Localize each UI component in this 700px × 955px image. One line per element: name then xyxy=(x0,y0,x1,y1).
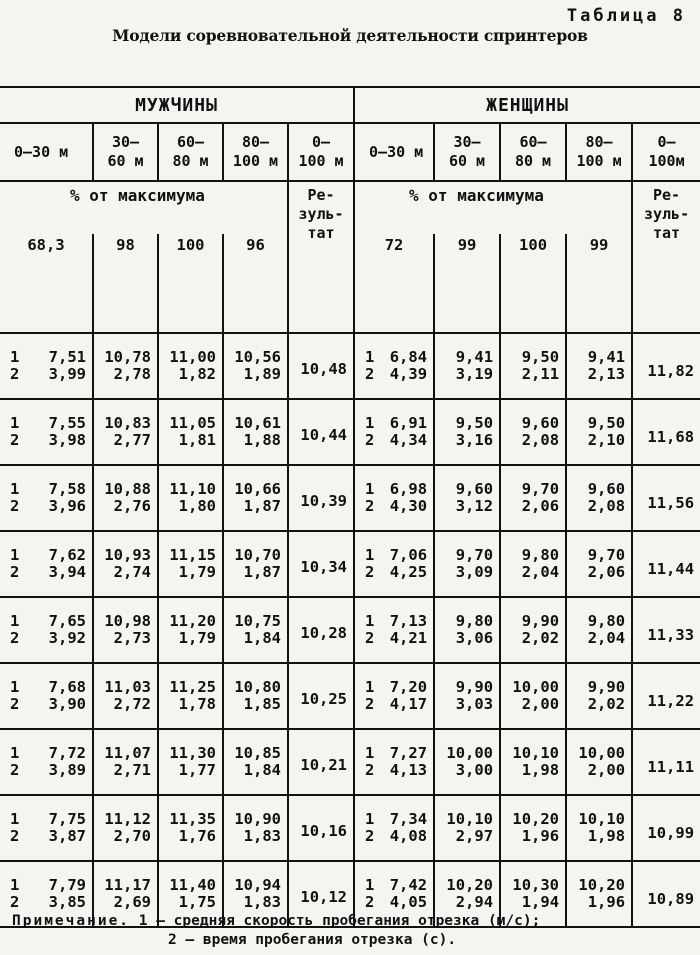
women-cell: 1 6,84 2 4,39 xyxy=(354,333,434,399)
table-row xyxy=(0,597,700,663)
women-cell: 9,50 3,16 xyxy=(434,399,500,465)
women-cell: 9,70 3,09 xyxy=(434,531,500,597)
women-cell: 10,20 1,96 xyxy=(566,861,632,927)
men-cell: 10,83 2,77 xyxy=(93,399,158,465)
table-row xyxy=(0,531,700,597)
table-row xyxy=(0,399,700,465)
men-cell: 11,30 1,77 xyxy=(158,729,223,795)
table-row xyxy=(0,795,700,861)
spacer-cell xyxy=(500,294,566,333)
women-cell: 1 7,34 2 4,08 xyxy=(354,795,434,861)
men-pct-3: 96 xyxy=(223,234,288,294)
women-result: 11,68 xyxy=(632,399,700,465)
men-result: 10,21 xyxy=(288,729,354,795)
women-result: 11,56 xyxy=(632,465,700,531)
men-segment-4: 0— 100 м xyxy=(288,123,354,181)
table-row xyxy=(0,663,700,729)
women-cell: 1 7,42 2 4,05 xyxy=(354,861,434,927)
women-pct-label: % от максимума xyxy=(354,181,632,234)
men-cell: 10,80 1,85 xyxy=(223,663,288,729)
table-row xyxy=(0,729,700,795)
men-segment-3: 80— 100 м xyxy=(223,123,288,181)
men-result: 10,28 xyxy=(288,597,354,663)
women-cell: 10,10 2,97 xyxy=(434,795,500,861)
women-result: 10,99 xyxy=(632,795,700,861)
table-number: Таблица 8 xyxy=(566,6,686,26)
men-cell: 11,07 2,71 xyxy=(93,729,158,795)
note-line1: 1 — средняя скорость пробегания отрезка (м/с); xyxy=(138,913,541,929)
women-cell: 10,00 3,00 xyxy=(434,729,500,795)
women-cell: 1 7,27 2 4,13 xyxy=(354,729,434,795)
men-pct-label: % от максимума xyxy=(70,186,205,205)
women-cell: 9,60 2,08 xyxy=(500,399,566,465)
table-title: Модели соревновательной деятельности спринтеров xyxy=(112,26,588,45)
women-pct-2: 100 xyxy=(500,234,566,294)
women-cell: 10,20 2,94 xyxy=(434,861,500,927)
women-pct-0: 72 xyxy=(354,234,434,294)
women-result: 10,89 xyxy=(632,861,700,927)
men-cell: 1 7,79 2 3,85 xyxy=(10,876,86,911)
spacer-cell xyxy=(223,294,288,333)
men-cell: 11,17 2,69 xyxy=(93,861,158,927)
women-cell: 1 7,20 2 4,17 xyxy=(354,663,434,729)
men-cell: 1 7,65 2 3,92 xyxy=(10,612,86,647)
men-result-header: Ре- зуль- тат xyxy=(288,181,354,333)
women-result: 11,44 xyxy=(632,531,700,597)
men-cell: 11,00 1,82 xyxy=(158,333,223,399)
women-cell: 9,80 2,04 xyxy=(566,597,632,663)
women-segment-4: 0— 100м xyxy=(632,123,700,181)
table-row xyxy=(0,465,700,531)
men-cell: 1 7,75 2 3,87 xyxy=(10,810,86,845)
men-cell: 11,15 1,79 xyxy=(158,531,223,597)
women-result: 11,33 xyxy=(632,597,700,663)
women-segment-3: 80— 100 м xyxy=(566,123,632,181)
women-cell: 9,90 2,02 xyxy=(500,597,566,663)
men-pct-0: 68,3 xyxy=(27,236,65,254)
women-segment-0: 0—30 м xyxy=(354,123,434,181)
women-cell: 9,90 3,03 xyxy=(434,663,500,729)
note-line2: 2 — время пробегания отрезка (с). xyxy=(168,932,457,948)
women-cell: 9,41 3,19 xyxy=(434,333,500,399)
men-cell: 10,61 1,88 xyxy=(223,399,288,465)
men-result: 10,12 xyxy=(288,861,354,927)
men-cell: 10,70 1,87 xyxy=(223,531,288,597)
men-cell: 1 7,55 2 3,98 xyxy=(10,414,86,449)
women-result: 11,82 xyxy=(632,333,700,399)
women-cell: 9,90 2,02 xyxy=(566,663,632,729)
women-result-header: Ре- зуль- тат xyxy=(632,181,700,333)
women-cell: 9,50 2,10 xyxy=(566,399,632,465)
sprinter-models-table xyxy=(0,86,700,928)
men-result: 10,16 xyxy=(288,795,354,861)
men-result: 10,44 xyxy=(288,399,354,465)
women-cell: 1 6,91 2 4,34 xyxy=(354,399,434,465)
women-pct-3: 99 xyxy=(566,234,632,294)
women-cell: 9,60 2,08 xyxy=(566,465,632,531)
men-segment-2: 60— 80 м xyxy=(158,123,223,181)
men-cell: 1 7,51 2 3,99 xyxy=(10,348,86,383)
men-header: МУЖЧИНЫ xyxy=(0,87,354,123)
men-cell: 11,12 2,70 xyxy=(93,795,158,861)
women-cell: 9,80 3,06 xyxy=(434,597,500,663)
women-cell: 10,30 1,94 xyxy=(500,861,566,927)
women-segment-2: 60— 80 м xyxy=(500,123,566,181)
men-cell: 10,66 1,87 xyxy=(223,465,288,531)
women-cell: 1 7,13 2 4,21 xyxy=(354,597,434,663)
women-cell: 10,00 2,00 xyxy=(566,729,632,795)
women-cell: 9,70 2,06 xyxy=(500,465,566,531)
women-cell: 9,70 2,06 xyxy=(566,531,632,597)
women-cell: 10,20 1,96 xyxy=(500,795,566,861)
note-label: Примечание. xyxy=(12,913,131,929)
men-cell: 11,35 1,76 xyxy=(158,795,223,861)
men-cell: 10,90 1,83 xyxy=(223,795,288,861)
men-cell: 11,05 1,81 xyxy=(158,399,223,465)
men-cell: 10,93 2,74 xyxy=(93,531,158,597)
table-row xyxy=(0,333,700,399)
men-pct-2: 100 xyxy=(158,234,223,294)
women-cell: 9,50 2,11 xyxy=(500,333,566,399)
men-pct-1: 98 xyxy=(93,234,158,294)
spacer-cell xyxy=(434,294,500,333)
spacer-cell xyxy=(354,294,434,333)
men-cell: 11,40 1,75 xyxy=(158,861,223,927)
men-result: 10,34 xyxy=(288,531,354,597)
men-cell: 10,98 2,73 xyxy=(93,597,158,663)
men-cell: 11,10 1,80 xyxy=(158,465,223,531)
men-segment-0: 0—30 м xyxy=(14,142,69,161)
men-cell: 1 7,58 2 3,96 xyxy=(10,480,86,515)
spacer-cell xyxy=(93,294,158,333)
men-cell: 10,94 1,83 xyxy=(223,861,288,927)
men-segment-1: 30— 60 м xyxy=(93,123,158,181)
men-cell: 10,85 1,84 xyxy=(223,729,288,795)
spacer-cell xyxy=(566,294,632,333)
women-result: 11,22 xyxy=(632,663,700,729)
women-pct-1: 99 xyxy=(434,234,500,294)
women-cell: 10,10 1,98 xyxy=(566,795,632,861)
men-cell: 1 7,62 2 3,94 xyxy=(10,546,86,581)
women-cell: 1 6,98 2 4,30 xyxy=(354,465,434,531)
men-cell: 10,56 1,89 xyxy=(223,333,288,399)
women-segment-1: 30— 60 м xyxy=(434,123,500,181)
women-result: 11,11 xyxy=(632,729,700,795)
men-cell: 10,75 1,84 xyxy=(223,597,288,663)
men-result: 10,25 xyxy=(288,663,354,729)
women-cell: 9,60 3,12 xyxy=(434,465,500,531)
men-cell: 10,78 2,78 xyxy=(93,333,158,399)
men-cell: 11,25 1,78 xyxy=(158,663,223,729)
spacer-cell xyxy=(158,294,223,333)
women-cell: 10,00 2,00 xyxy=(500,663,566,729)
men-cell: 11,20 1,79 xyxy=(158,597,223,663)
men-cell: 1 7,68 2 3,90 xyxy=(10,678,86,713)
men-cell: 11,03 2,72 xyxy=(93,663,158,729)
spacer-cell xyxy=(0,294,93,333)
table-note xyxy=(12,912,540,950)
women-cell: 9,41 2,13 xyxy=(566,333,632,399)
men-cell: 10,88 2,76 xyxy=(93,465,158,531)
women-cell: 10,10 1,98 xyxy=(500,729,566,795)
women-cell: 9,80 2,04 xyxy=(500,531,566,597)
men-cell: 1 7,72 2 3,89 xyxy=(10,744,86,779)
women-cell: 1 7,06 2 4,25 xyxy=(354,531,434,597)
men-result: 10,48 xyxy=(288,333,354,399)
men-result: 10,39 xyxy=(288,465,354,531)
women-header: ЖЕНЩИНЫ xyxy=(354,87,700,123)
